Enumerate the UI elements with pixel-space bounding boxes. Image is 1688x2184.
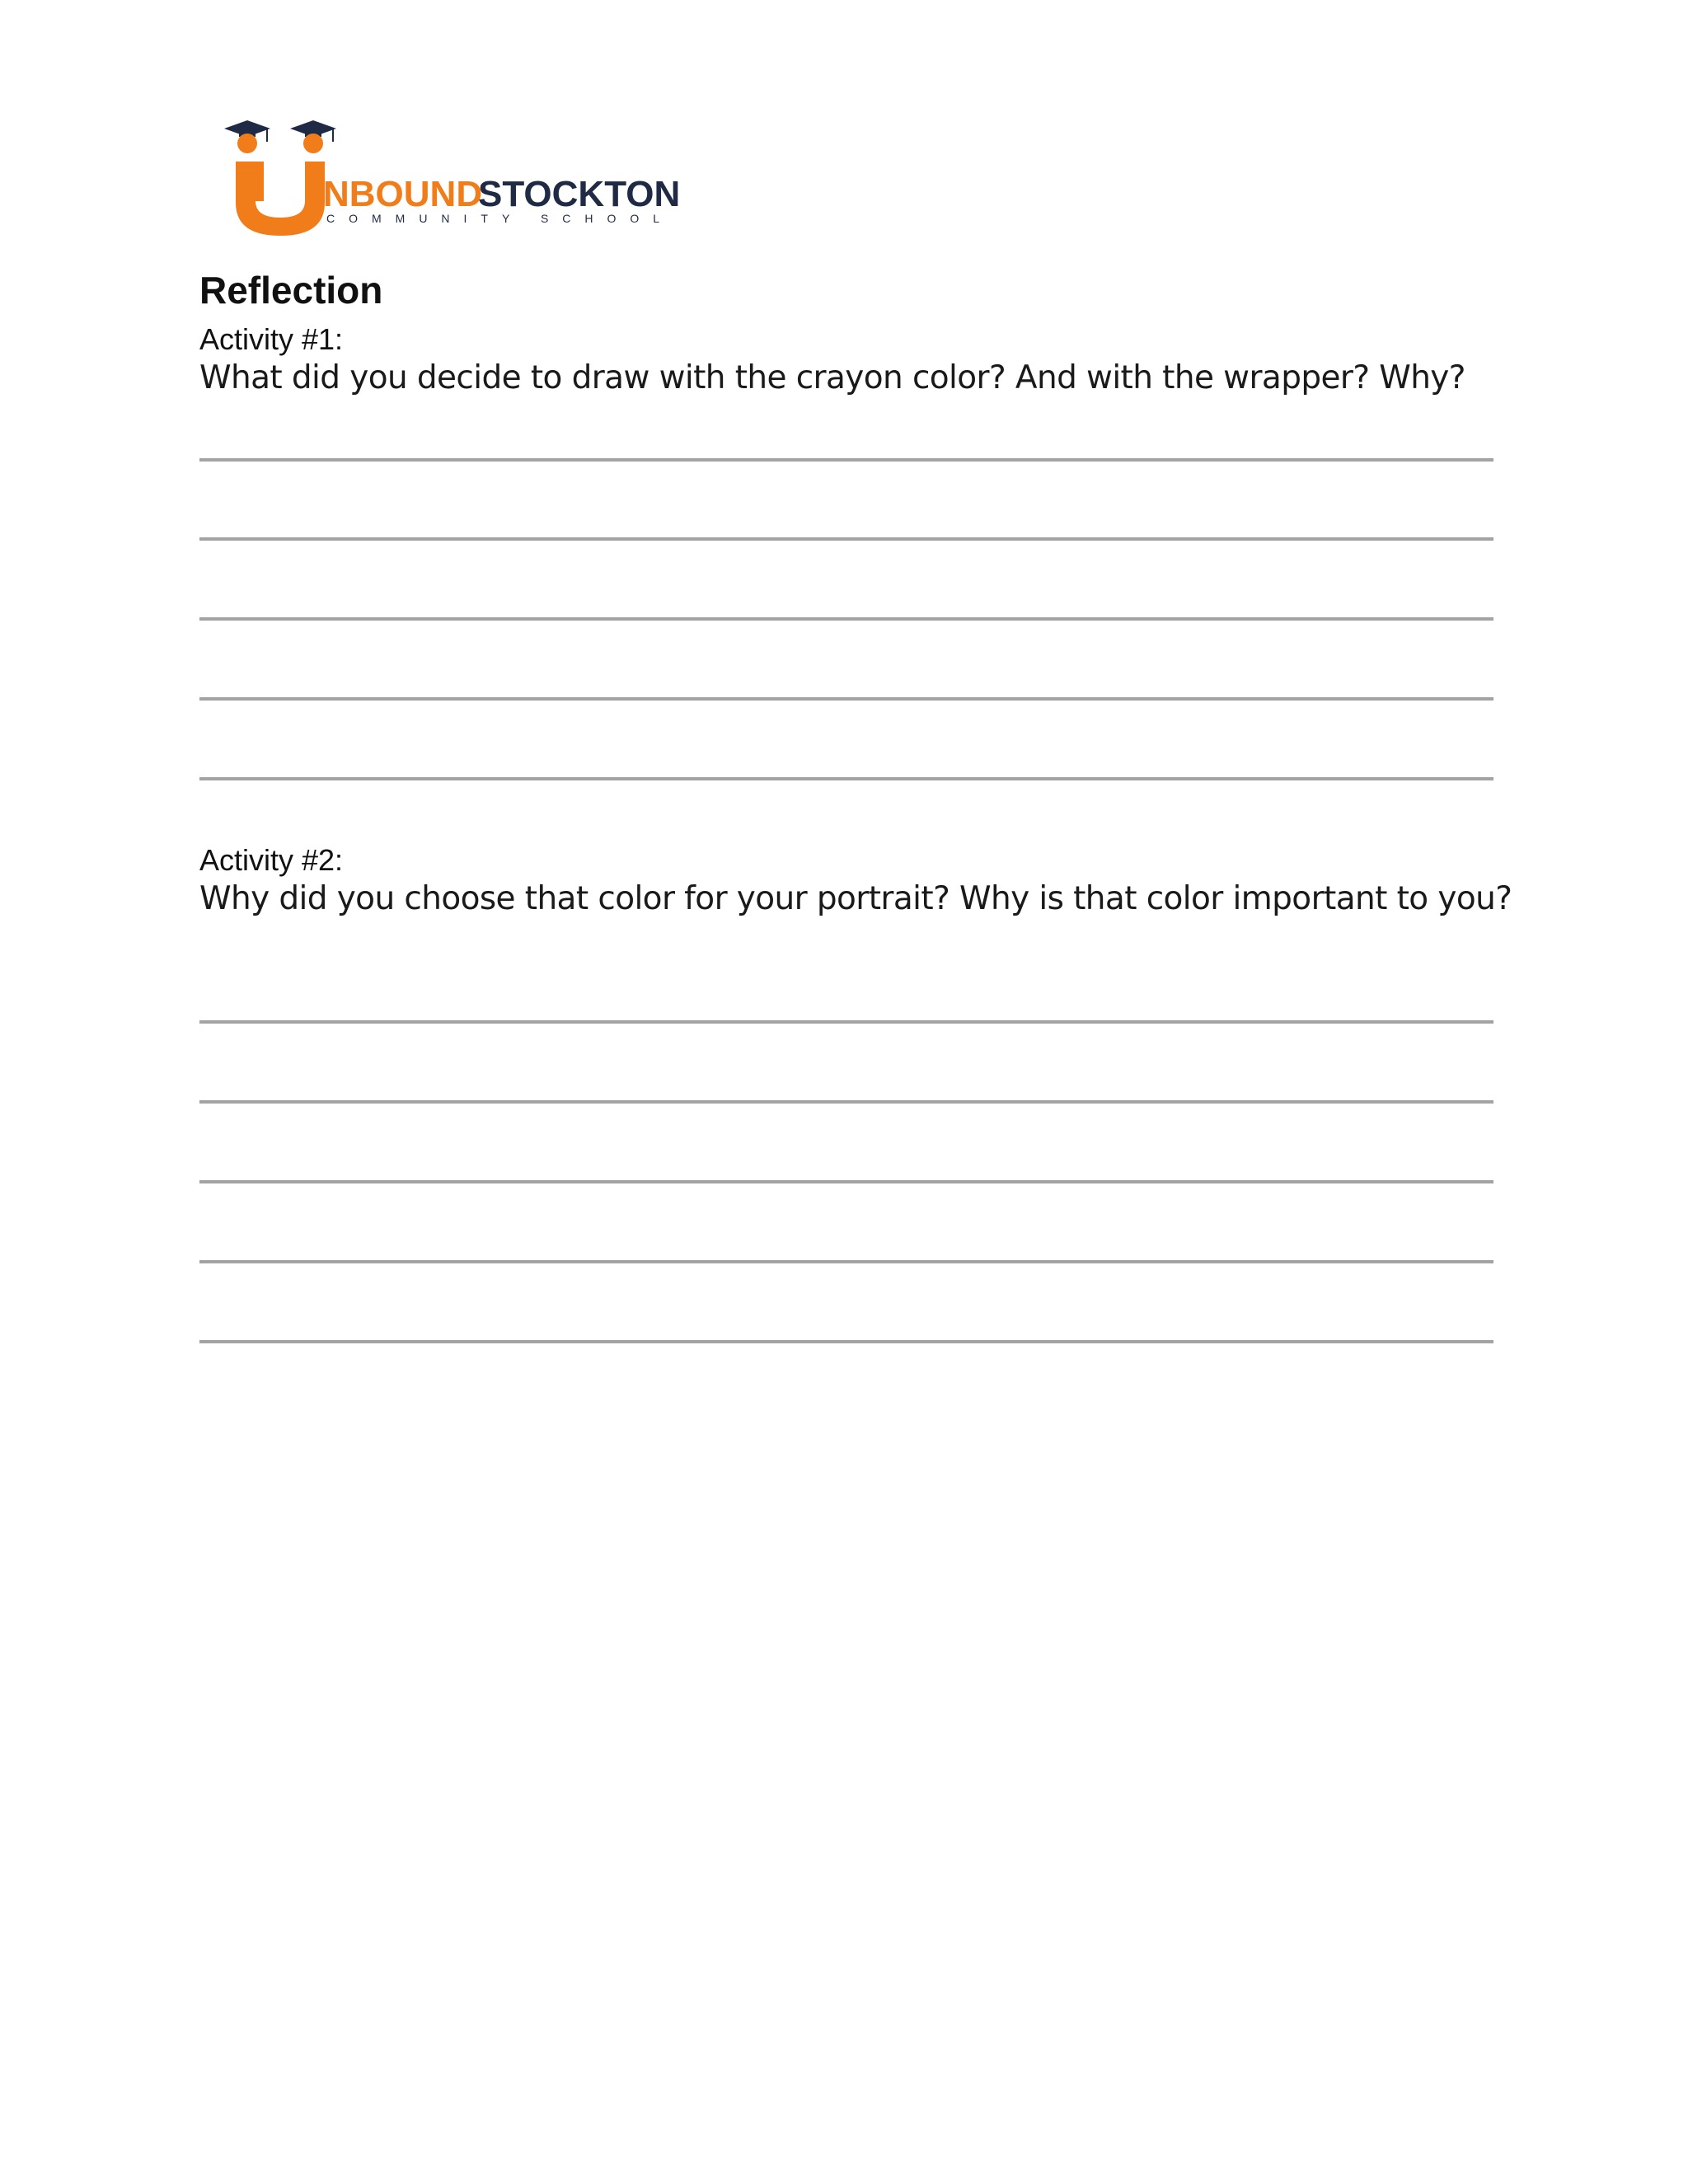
activity-2-label: Activity #2:	[199, 843, 344, 877]
student-head-icon	[237, 134, 257, 153]
logo-tagline: COMMUNITY SCHOOL	[326, 212, 674, 225]
activity-1-label: Activity #1:	[199, 322, 344, 356]
answer-line[interactable]	[199, 617, 1493, 621]
logo-word-navy: STOCKTON	[478, 174, 681, 214]
logo-u-shape	[236, 162, 325, 236]
answer-line[interactable]	[199, 458, 1493, 462]
logo-word-orange: NBOUND	[323, 174, 483, 214]
answer-line[interactable]	[199, 537, 1493, 541]
answer-line[interactable]	[199, 1260, 1493, 1263]
answer-line[interactable]	[199, 1180, 1493, 1183]
answer-line[interactable]	[199, 697, 1493, 701]
answer-line[interactable]	[199, 1100, 1493, 1104]
page-title: Reflection	[199, 269, 383, 312]
student-head-icon	[303, 134, 323, 153]
activity-2-question: Why did you choose that color for your portrait? Why is that color important to you?	[199, 880, 1512, 917]
answer-line[interactable]	[199, 1020, 1493, 1024]
activity-1-question: What did you decide to draw with the crayon color? And with the wrapper? Why?	[199, 359, 1465, 396]
answer-line[interactable]	[199, 777, 1493, 780]
answer-line[interactable]	[199, 1340, 1493, 1343]
school-logo	[221, 114, 682, 246]
